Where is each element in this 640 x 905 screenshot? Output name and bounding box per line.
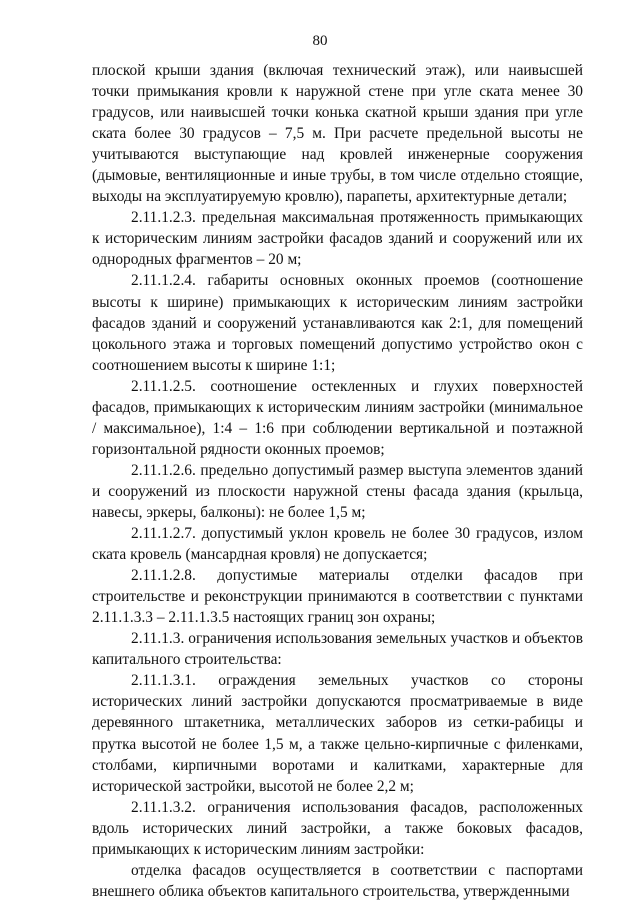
paragraph-continuation: плоской крыши здания (включая технический этаж), или наивысшей точки примыкания кровли к наружной стене при угле ската менее 30 градусов, или наивысшей точки конька скатной крыши здания при угле ската более 30 градусов – 7,5 м. При расчете предельной высоты не учитываются выступающие над кровлей инженерные сооружения (дымовые, вентиляционные и иные трубы, в том числе отдельно стоящие, выходы на эксплуатируемую кровлю), парапеты, архитектурные детали; — [92, 62, 583, 206]
paragraph-2-11-1-2-3: 2.11.1.2.3. предельная максимальная протяженность примыкающих к историческим линиям застройки фасадов зданий и сооружений или их однородных фрагментов – 20 м; — [92, 209, 583, 269]
paragraph-2-11-1-2-8: 2.11.1.2.8. допустимые материалы отделки фасадов при строительстве и реконструкции принимаются в соответствии с пунктами 2.11.1.3.3 – 2.11.1.3.5 настоящих границ зон охраны; — [92, 567, 583, 627]
page-number: 80 — [312, 33, 328, 49]
paragraph-2-11-1-2-6: 2.11.1.2.6. предельно допустимый размер выступа элементов зданий и сооружений из плоскости наружной стены фасада здания (крыльца, навесы, эркеры, балконы): не более 1,5 м; — [92, 461, 583, 521]
paragraph-2-11-1-2-4: 2.11.1.2.4. габариты основных оконных проемов (соотношение высоты к ширине) примыкающих к историческим линиям застройки фасадов зданий и сооружений устанавливаются как 2:1, для помещений цокольного этажа и торговых помещений допустимо устройство окон с соотношением высоты к ширине 1:1; — [92, 272, 583, 374]
document-body — [92, 60, 583, 902]
paragraph-2-11-1-2-5: 2.11.1.2.5. соотношение остекленных и глухих поверхностей фасадов, примыкающих к историческим линиям застройки (минимальное / максимальное), 1:4 – 1:6 при соблюдении вертикальной и поэтажной горизонтальной рядности оконных проемов; — [92, 377, 583, 458]
paragraph-2-11-1-3-2: 2.11.1.3.2. ограничения использования фасадов, расположенных вдоль исторических линий застройки, а также боковых фасадов, примыкающих к историческим линиям застройки: — [92, 798, 583, 858]
paragraph-2-11-1-3-1: 2.11.1.3.1. ограждения земельных участков со стороны исторических линий застройки допускаются просматриваемые в виде деревянного штакетника, металлических заборов из сетки-рабицы и прутка высотой не более 1,5 м, а также цельно-кирпичные с филенками, столбами, кирпичными воротами и калитками, характерные для исторической застройки, высотой не более 2,2 м; — [92, 672, 583, 795]
paragraph-2-11-1-2-7: 2.11.1.2.7. допустимый уклон кровель не более 30 градусов, излом ската кровель (мансардная кровля) не допускается; — [92, 525, 583, 564]
paragraph-facade-finishing: отделка фасадов осуществляется в соответствии с паспортами внешнего облика объектов капитального строительства, утвержденными — [92, 861, 583, 900]
paragraph-2-11-1-3: 2.11.1.3. ограничения использования земельных участков и объектов капитального строительства: — [92, 630, 583, 669]
